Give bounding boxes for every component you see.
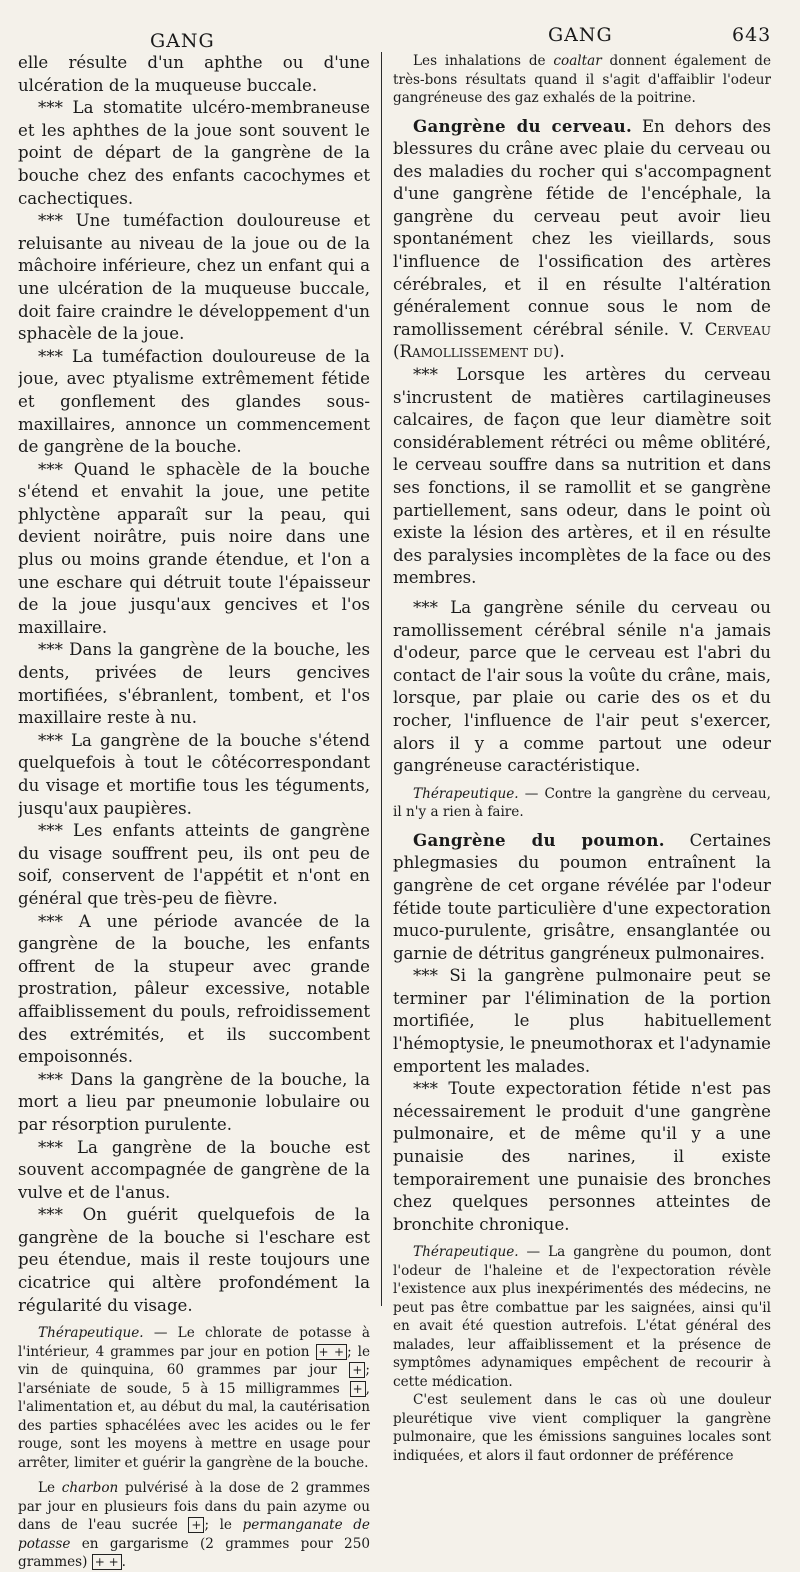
header-right-word: GANG bbox=[548, 24, 613, 46]
coaltar-word: coaltar bbox=[553, 53, 602, 69]
text: — La gangrène du poumon, dont l'odeur de l'haleine et de l'expectoration révèle l'existence aux plus inexpérimentés des médecins, ne peut pas être combattue par les saignées, ainsi qu'il en avait été question autrefois. L'état général des malades, leur affaiblissement et la présence de symptômes adynamiques empêchent de recourir à cette médication. bbox=[393, 1244, 771, 1390]
text: ; le bbox=[204, 1517, 243, 1534]
inhalation-paragraph bbox=[393, 52, 771, 108]
poumon-paragraph bbox=[393, 829, 771, 966]
period: . bbox=[121, 1554, 126, 1571]
therapy-text: — Le chlorate de potasse à l'intérieur, 4 grammes par jour en potion bbox=[18, 1325, 370, 1360]
therapy-label: Thérapeutique. bbox=[413, 785, 519, 802]
text: Certaines phlegmasies du poumon entraînent la gangrène de cet organe révélée par l'odeur fétide toute particulière d'une expectoration muco-purulente, grisâtre, ensanglantée ou garnie de détritus gangréneux pulmonaires. bbox=[393, 830, 771, 963]
paragraph: *** On guérit quelquefois de la gangrène de la bouche si l'eschare est peu étendue, mais il reste toujours une cicatrice qui altère profondément la régularité du visage. bbox=[18, 1205, 370, 1315]
paragraph: *** Quand le sphacèle de la bouche s'étend et envahit la joue, une petite phlyctène apparaît sur la peau, qui devient noirâtre, puis noire dans une plus ou moins grande étendue, et l'on a une eschare qui détruit toute l'épaisseur de la joue jusqu'aux gencives et l'os maxillaire. bbox=[18, 459, 370, 637]
section-title-cerveau: Gangrène du cerveau. bbox=[413, 115, 633, 136]
paragraph: *** La gangrène sénile du cerveau ou ramollissement cérébral sénile n'a jamais d'odeur, parce que le cerveau est l'abri du contact de l'air sous la voûte du crâne, mais, lorsque, par plaie ou carie des os et du rocher, l'influence de l'air peut s'exercer, alors il y a comme partout une odeur gangréneuse caractéristique. bbox=[393, 597, 771, 776]
paragraph: *** Les enfants atteints de gangrène du visage souffrent peu, ils ont peu de soif, conservent de l'appétit et n'ont en général que très-peu de fièvre. bbox=[18, 821, 370, 908]
paragraph: C'est seulement dans le cas où une douleur pleurétique vive vient compliquer la gangrène pulmonaire, que les émissions sanguines locales sont indiquées, et alors il faut ordonner de préférence bbox=[393, 1392, 771, 1464]
text: En dehors des blessures du crâne avec plaie du cerveau ou des maladies du rocher qui s'accompagnent d'une gangrène fétide de l'encéphale, la gangrène du cerveau peut avoir lieu spontanément chez les vieillards, sous l'influence de l'ossification des artères cérébrales, et il en résulte l'altération généralement connue sous le nom de ramollissement cérébral sénile. V. bbox=[393, 116, 771, 339]
paragraph: *** Si la gangrène pulmonaire peut se terminer par l'élimination de la portion mortifiée, le plus habituellement l'hémoptysie, le pneumothorax et l'adynamie emportent les malades. bbox=[393, 966, 771, 1076]
text: Les inhalations de bbox=[413, 53, 554, 69]
therapy-text: , l'alimentation et, au début du mal, la cautérisation des parties sphacélées avec les acides ou le fer rouge, sont les moyens à mettre en usage pour arrêter, limiter et guérir la gangrène de la bouche. bbox=[18, 1380, 370, 1471]
paragraph: *** Toute expectoration fétide n'est pas nécessairement le produit d'une gangrène pulmonaire, et de même qu'il y a une punaisie des narines, il existe temporairement une punaisie des bronches chez quelques personnes atteintes de bronchite chronique. bbox=[393, 1079, 771, 1234]
text: donnent également de très-bons résultats quand il s'agit d'affaiblir l'odeur gangréneuse des gaz exhalés de la poitrine. bbox=[393, 53, 771, 106]
right-column bbox=[393, 52, 771, 1465]
paragraph: *** La gangrène de la bouche s'étend quelquefois à tout le côtécorrespondant du visage et mortifie tous les téguments, jusqu'aux paupières. bbox=[18, 730, 370, 818]
header-left-word: GANG bbox=[150, 30, 215, 52]
dosage-box-single: + bbox=[188, 1517, 204, 1533]
dosage-box-double: + + bbox=[316, 1344, 348, 1360]
charbon-word: charbon bbox=[61, 1480, 119, 1497]
cross-reference: Cerveau (Ramollissement du). bbox=[393, 319, 771, 362]
running-head bbox=[0, 22, 800, 52]
charbon-paragraph bbox=[18, 1479, 370, 1572]
therapy-text: ; le vin de quinquina, 60 grammes par jour bbox=[18, 1343, 370, 1379]
paragraph: elle résulte d'un aphthe ou d'une ulcération de la muqueuse buccale. bbox=[18, 53, 370, 95]
therapy-paragraph bbox=[393, 785, 771, 822]
paragraph: *** La tuméfaction douloureuse de la joue, avec ptyalisme extrêmement fétide et gonflement des glandes sous-maxillaires, annonce un commencement de gangrène de la bouche. bbox=[18, 346, 370, 457]
text: pulvérisé à la dose de 2 grammes par jour en plusieurs fois dans du pain azyme ou dans de l'eau sucrée bbox=[18, 1480, 370, 1534]
therapy-text: ; l'arséniate de soude, 5 à 15 milligrammes bbox=[18, 1362, 370, 1397]
dosage-box-single: + bbox=[350, 1381, 366, 1397]
cerveau-paragraph bbox=[393, 115, 771, 365]
section-title-poumon: Gangrène du poumon. bbox=[413, 829, 665, 850]
therapy-paragraph bbox=[393, 1243, 771, 1391]
column-rule bbox=[381, 52, 382, 1306]
therapy-label: Thérapeutique. bbox=[38, 1325, 144, 1342]
therapy-paragraph bbox=[18, 1324, 370, 1472]
paragraph: *** Dans la gangrène de la bouche, les dents, privées de leurs gencives mortifiées, s'ébranlent, tombent, et l'os maxillaire reste à nu. bbox=[18, 640, 370, 728]
text: en gargarisme (2 grammes pour 250 grammes) bbox=[18, 1535, 370, 1571]
paragraph: *** Dans la gangrène de la bouche, la mort a lieu par pneumonie lobulaire ou par résorption purulente. bbox=[18, 1069, 370, 1134]
dosage-box-double: + + bbox=[92, 1554, 122, 1570]
paragraph: *** Lorsque les artères du cerveau s'incrustent de matières cartilagineuses calcaires, de façon que leur diamètre soit considérablement rétréci ou même oblitéré, le cerveau souffre dans sa nutrition et dans ses fonctions, il se ramollit et se gangrène partiellement, sans odeur, dans le point où existe la lésion des artères, et il en résulte des paralysies incomplètes de la face ou des membres. bbox=[393, 365, 771, 588]
text: — Contre la gangrène du cerveau, il n'y a rien à faire. bbox=[393, 785, 771, 821]
paragraph: *** Une tuméfaction douloureuse et reluisante au niveau de la joue ou de la mâchoire inférieure, chez un enfant qui a une ulcération de la muqueuse buccale, doit faire craindre le développement d'un sphacèle de la joue. bbox=[18, 211, 370, 344]
permanganate-word: permanganate de potasse bbox=[18, 1517, 370, 1552]
paragraph: *** La gangrène de la bouche est souvent accompagnée de gangrène de la vulve et de l'anus. bbox=[18, 1137, 370, 1202]
page-number: 643 bbox=[732, 24, 772, 46]
therapy-label: Thérapeutique. bbox=[413, 1244, 519, 1261]
dosage-box-single: + bbox=[349, 1362, 365, 1378]
paragraph: *** A une période avancée de la gangrène de la bouche, les enfants offrent de la stupeur avec grande prostration, pâleur excessive, notable affaiblissement du pouls, refroidissement des extrémités, et ils succombent empoisonnés. bbox=[18, 911, 370, 1067]
text: Le bbox=[38, 1480, 62, 1497]
paragraph: *** La stomatite ulcéro-membraneuse et les aphthes de la joue sont souvent le point de départ de la gangrène de la bouche chez des enfants cacochymes et cachectiques. bbox=[18, 98, 370, 208]
left-column bbox=[18, 52, 370, 1572]
